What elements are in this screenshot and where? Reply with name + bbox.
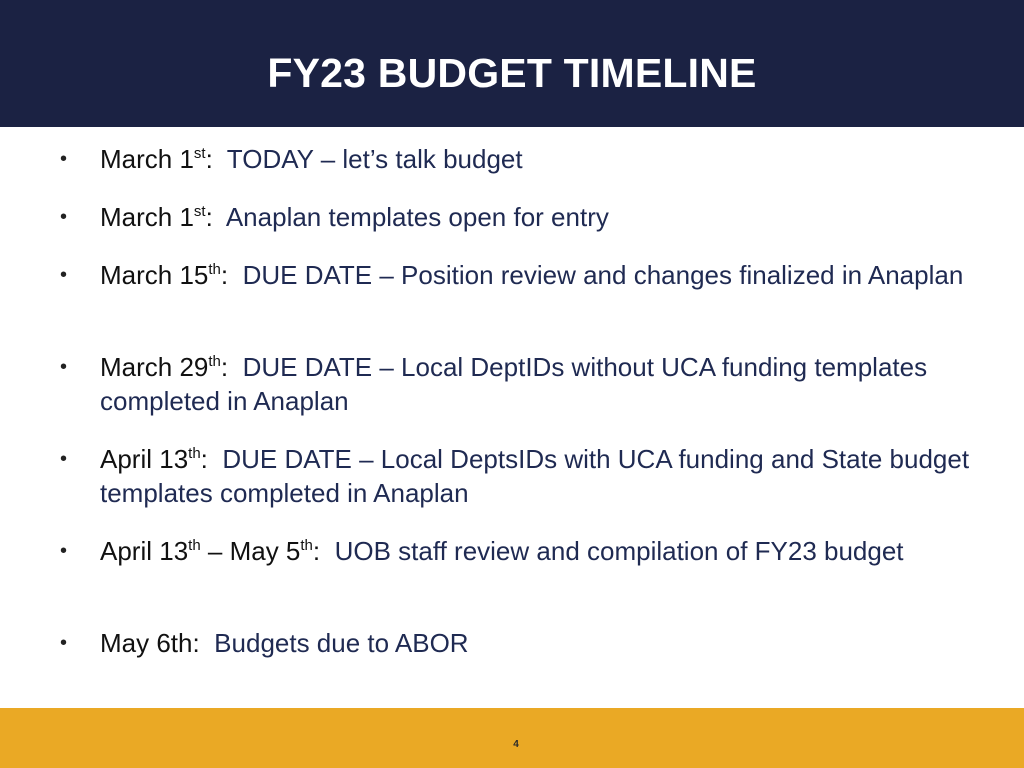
timeline-item-text: March 1st: Anaplan templates open for entry [100, 202, 609, 232]
timeline-date: March 1st [100, 144, 206, 174]
timeline-description: DUE DATE – Local DeptsIDs with UCA funding and State budget templates completed in Anaplan [100, 444, 977, 508]
timeline-description: Anaplan templates open for entry [212, 202, 609, 232]
slide-title: FY23 BUDGET TIMELINE [267, 50, 757, 96]
timeline-description: Budgets due to ABOR [199, 628, 469, 658]
timeline-item-text: March 15th: DUE DATE – Position review and changes finalized in Anaplan [100, 260, 964, 290]
timeline-item-text: March 1st: TODAY – let’s talk budget [100, 144, 523, 174]
timeline-date: April 13th [100, 444, 201, 474]
timeline-description: DUE DATE – Local DeptIDs without UCA funding templates completed in Anaplan [100, 352, 935, 416]
timeline-date: March 1st [100, 202, 206, 232]
timeline-date: March 15th [100, 260, 221, 290]
bullet-dot-icon: • [60, 632, 68, 654]
timeline-item-text: April 13th – May 5th: UOB staff review and compilation of FY23 budget [100, 536, 904, 566]
timeline-item-text: March 29th: DUE DATE – Local DeptIDs without UCA funding templates completed in Anaplan [100, 352, 935, 416]
bullet-dot-icon: • [60, 148, 68, 170]
timeline-date: April 13th – May 5th [100, 536, 313, 566]
timeline-description: DUE DATE – Position review and changes finalized in Anaplan [228, 260, 964, 290]
timeline-date: May 6th [100, 628, 193, 658]
timeline-description: TODAY – let’s talk budget [212, 144, 523, 174]
timeline-description: UOB staff review and compilation of FY23 budget [320, 536, 904, 566]
footer-bar [0, 708, 1024, 768]
bullet-dot-icon: • [60, 264, 68, 286]
timeline-item-text: May 6th: Budgets due to ABOR [100, 628, 469, 658]
bullet-dot-icon: • [60, 206, 68, 228]
page-number: 4 [513, 739, 519, 750]
timeline-item-text: April 13th: DUE DATE – Local DeptsIDs with UCA funding and State budget templates completed in Anaplan [100, 444, 977, 508]
bullet-dot-icon: • [60, 356, 68, 378]
timeline-date: March 29th [100, 352, 221, 382]
bullet-dot-icon: • [60, 540, 68, 562]
bullet-dot-icon: • [60, 448, 68, 470]
